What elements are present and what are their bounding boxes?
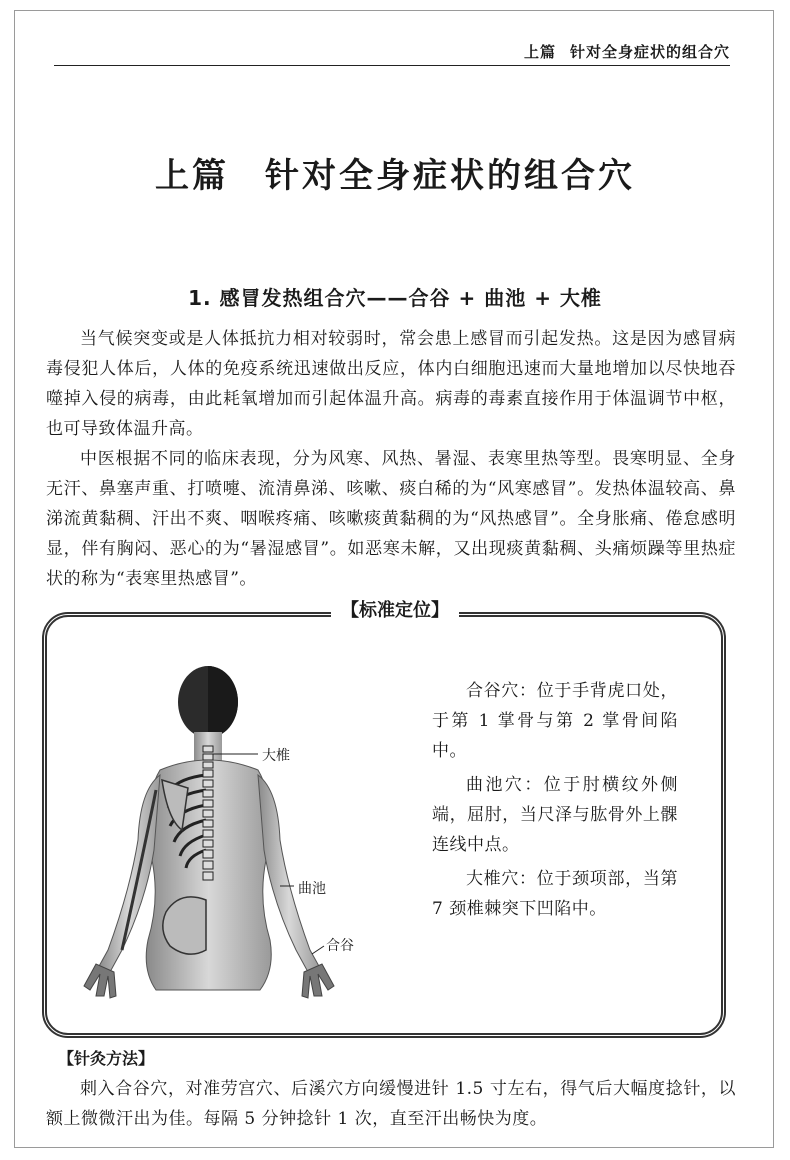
acupoint-descriptions xyxy=(432,676,678,928)
part-title-part: 上篇 xyxy=(155,156,229,196)
figure-head-right xyxy=(208,666,238,738)
desc-quchi: 曲池穴：位于肘横纹外侧端，屈肘，当尺泽与肱骨外上髁连线中点。 xyxy=(432,775,678,855)
figure-arm-bone xyxy=(122,790,156,950)
intro-paragraph xyxy=(46,324,736,444)
tcm-paragraph xyxy=(46,444,736,594)
section-title: 1. 感冒发热组合穴——合谷 + 曲池 + 大椎 xyxy=(188,286,602,310)
paragraph-2: 中医根据不同的临床表现，分为风寒、风热、暑湿、表寒里热等型。畏寒明显、全身无汗、鼻塞声重、打喷嚏、流清鼻涕、咳嗽、痰白稀的为“风寒感冒”。发热体温较高、鼻涕流黄黏稠、汗出不爽、咽喉疼痛、咳嗽痰黄黏稠的为“风热感冒”。全身胀痛、倦怠感明显，伴有胸闷、恶心的为“暑湿感冒”。如恶寒未解，又出现痰黄黏稠、头痛烦躁等里热症状的称为“表寒里热感冒”。 xyxy=(46,449,736,589)
label-dazhui: 大椎 xyxy=(262,748,290,764)
desc-dazhui: 大椎穴：位于颈项部，当第 7 颈椎棘突下凹陷中。 xyxy=(432,869,678,919)
anatomy-figure xyxy=(70,650,350,1020)
method-heading: 【针灸方法】 xyxy=(58,1049,155,1068)
part-title-text: 针对全身症状的组合穴 xyxy=(265,156,635,196)
label-quchi: 曲池 xyxy=(298,881,326,897)
label-hegu: 合谷 xyxy=(326,938,354,954)
method-paragraph xyxy=(46,1074,736,1134)
standard-location-heading xyxy=(0,596,790,622)
running-header-title: 针对全身症状的组合穴 xyxy=(569,43,730,61)
desc-hegu: 合谷穴：位于手背虎口处，于第 1 掌骨与第 2 掌骨间陷中。 xyxy=(432,681,678,761)
part-title xyxy=(0,148,790,197)
pointer-hegu xyxy=(312,946,324,954)
method-text: 刺入合谷穴，对准劳宫穴、后溪穴方向缓慢进针 1.5 寸左右，得气后大幅度捻针，以额上微微汗出为佳。每隔 5 分钟捻针 1 次，直至汗出畅快为度。 xyxy=(46,1079,736,1129)
paragraph-1: 当气候突变或是人体抵抗力相对较弱时，常会患上感冒而引起发热。这是因为感冒病毒侵犯人体后，人体的免疫系统迅速做出反应，体内白细胞迅速而大量地增加以尽快地吞噬掉入侵的病毒，由此耗氧增加而引起体温升高。病毒的毒素直接作用于体温调节中枢，也可导致体温升高。 xyxy=(46,329,736,439)
running-header-part: 上篇 xyxy=(523,43,556,61)
running-header xyxy=(54,42,730,66)
standard-location-label: 【标准定位】 xyxy=(331,600,459,621)
